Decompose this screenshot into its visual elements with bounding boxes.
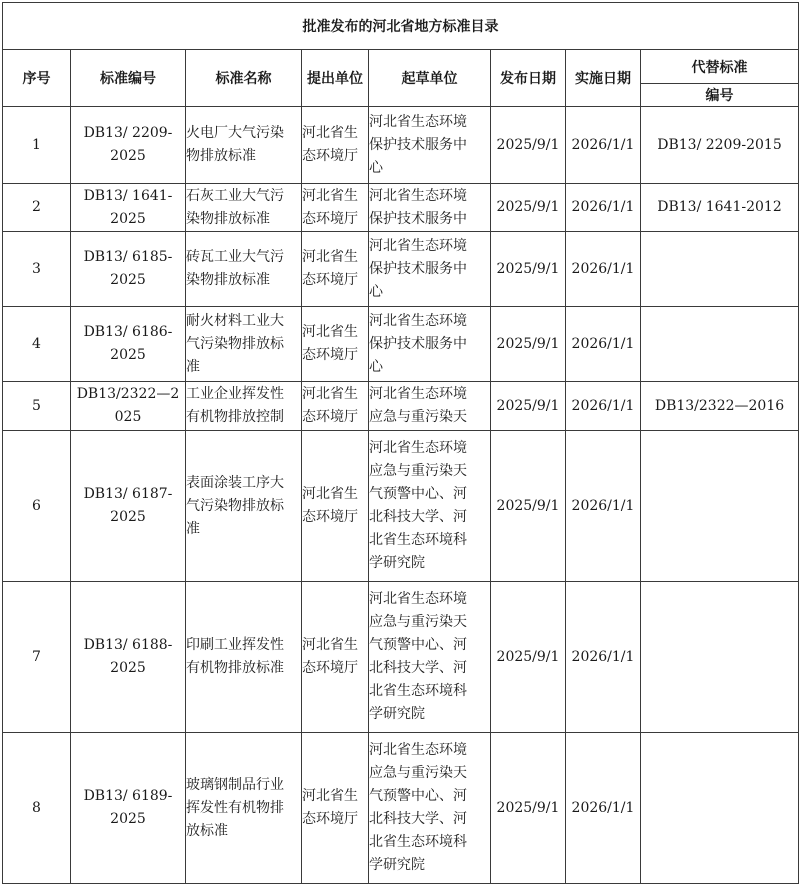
- row-proposer: 河北省生 态环境厅: [302, 637, 358, 676]
- row-drafter: 河北省生态环境 保护技术服务中 心: [369, 237, 467, 300]
- row-replaced: DB13/ 1641-2012: [657, 199, 782, 215]
- header-replaced-code: 编号: [641, 84, 799, 107]
- row-name: 印刷工业挥发性 有机物排放标准: [186, 637, 284, 676]
- row-proposer: 河北省生 态环境厅: [302, 125, 358, 164]
- row-name: 火电厂大气污染 物排放标准: [186, 125, 284, 164]
- row-proposer: 河北省生 态环境厅: [302, 486, 358, 525]
- row-seq: 2: [32, 199, 41, 215]
- table-row: [3, 184, 799, 232]
- header-effective-date: 实施日期: [566, 50, 641, 107]
- row-code: DB13/ 6188- 2025: [83, 637, 173, 676]
- row-proposer: 河北省生 态环境厅: [302, 386, 358, 425]
- header-seq: 序号: [3, 50, 71, 107]
- row-effective-date: 2026/1/1: [571, 199, 635, 215]
- row-release-date: 2025/9/1: [496, 260, 560, 277]
- document-title: 批准发布的河北省地方标准目录: [3, 3, 799, 50]
- row-code: DB13/ 1641- 2025: [83, 187, 173, 227]
- row-code: DB13/ 6187- 2025: [83, 486, 173, 525]
- row-proposer: 河北省生 态环境厅: [302, 788, 358, 827]
- row-release-date: 2025/9/1: [496, 799, 560, 816]
- row-code: DB13/ 6185- 2025: [83, 249, 173, 288]
- row-proposer: 河北省生 态环境厅: [302, 187, 358, 227]
- row-replaced: DB13/ 2209-2015: [657, 136, 782, 153]
- row-release-date: 2025/9/1: [496, 648, 560, 665]
- row-drafter: 河北省生态环境 应急与重污染天 气预警中心、河 北科技大学、河 北省生态环境科 学研究院: [369, 440, 467, 571]
- table-row: [3, 582, 799, 733]
- standards-table: [2, 2, 799, 884]
- row-proposer: 河北省生 态环境厅: [302, 324, 358, 363]
- row-effective-date: 2026/1/1: [571, 648, 635, 665]
- row-name: 石灰工业大气污 染物排放标准: [186, 187, 284, 227]
- row-drafter: 河北省生态环境 保护技术服务中 心: [369, 113, 467, 176]
- header-name: 标准名称: [186, 50, 302, 107]
- row-seq: 3: [32, 260, 41, 277]
- header-code: 标准编号: [71, 50, 186, 107]
- row-effective-date: 2026/1/1: [571, 335, 635, 352]
- row-code: DB13/ 2209- 2025: [83, 125, 173, 164]
- table-row: [3, 431, 799, 582]
- row-release-date: 2025/9/1: [496, 199, 560, 215]
- row-code: DB13/2322—2 025: [76, 386, 180, 425]
- row-code: DB13/ 6189- 2025: [83, 788, 173, 827]
- row-effective-date: 2026/1/1: [571, 397, 635, 414]
- row-seq: 7: [32, 648, 41, 665]
- row-effective-date: 2026/1/1: [571, 136, 635, 153]
- row-name: 砖瓦工业大气污 染物排放标准: [186, 249, 284, 288]
- row-replaced: DB13/2322—2016: [654, 397, 785, 414]
- row-drafter: 河北省生态环境 保护技术服务中: [369, 187, 467, 227]
- row-seq: 5: [32, 397, 41, 414]
- table-row: [3, 232, 799, 307]
- row-effective-date: 2026/1/1: [571, 799, 635, 816]
- row-seq: 6: [32, 497, 41, 514]
- table-row: [3, 307, 799, 382]
- row-seq: 4: [32, 335, 41, 352]
- table-row: [3, 107, 799, 184]
- row-effective-date: 2026/1/1: [571, 497, 635, 514]
- header-replaced-standard: 代替标准: [641, 50, 799, 84]
- row-proposer: 河北省生 态环境厅: [302, 249, 358, 288]
- table-row: [3, 733, 799, 884]
- row-drafter: 河北省生态环境 保护技术服务中 心: [369, 312, 467, 375]
- row-name: 表面涂装工序大 气污染物排放标 准: [186, 474, 284, 537]
- row-name: 玻璃钢制品行业 挥发性有机物排 放标准: [186, 776, 284, 839]
- row-name: 耐火材料工业大 气污染物排放标 准: [186, 312, 284, 375]
- row-drafter: 河北省生态环境 应急与重污染天 气预警中心、河 北科技大学、河 北省生态环境科 学研究院: [369, 591, 467, 722]
- row-code: DB13/ 6186- 2025: [83, 324, 173, 363]
- row-release-date: 2025/9/1: [496, 497, 560, 514]
- row-drafter: 河北省生态环境 应急与重污染天 气预警中心、河 北科技大学、河 北省生态环境科 学研究院: [369, 742, 467, 873]
- header-release-date: 发布日期: [491, 50, 566, 107]
- header-drafter: 起草单位: [369, 50, 491, 107]
- row-release-date: 2025/9/1: [496, 136, 560, 153]
- row-drafter: 河北省生态环境 应急与重污染天: [369, 386, 467, 425]
- row-release-date: 2025/9/1: [496, 335, 560, 352]
- row-effective-date: 2026/1/1: [571, 260, 635, 277]
- header-proposer: 提出单位: [302, 50, 369, 107]
- row-seq: 8: [32, 799, 41, 816]
- row-name: 工业企业挥发性 有机物排放控制: [186, 386, 284, 425]
- table-row: [3, 382, 799, 431]
- row-release-date: 2025/9/1: [496, 397, 560, 414]
- row-seq: 1: [32, 136, 41, 153]
